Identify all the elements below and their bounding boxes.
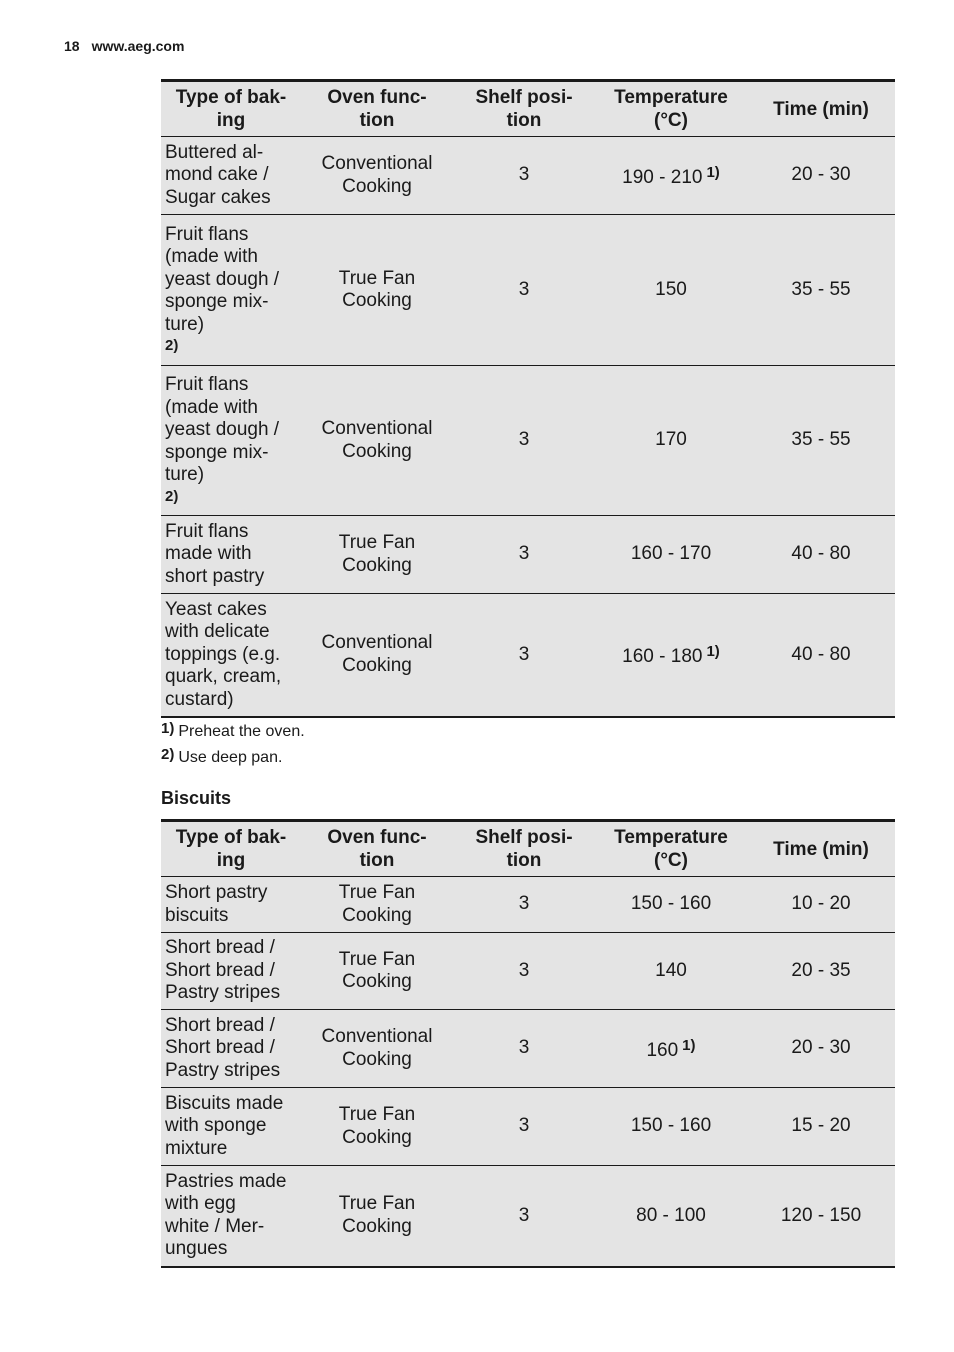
cell-type-of-baking	[161, 877, 301, 933]
biscuits-table	[161, 819, 895, 1268]
header-type: Type of bak- ing	[161, 821, 301, 877]
cell-time: 35 - 55	[747, 366, 895, 516]
header-oven-function: Oven func- tion	[301, 821, 453, 877]
footnote	[161, 742, 305, 768]
temperature-value: 150 - 160	[630, 893, 712, 915]
type-text: Biscuits made with sponge mixture	[165, 1092, 284, 1159]
page-number: 18	[64, 38, 80, 54]
type-text: Pastries made with egg white / Mer- ungues	[165, 1170, 287, 1260]
table-row	[161, 1166, 895, 1267]
type-text: Short pastry biscuits	[165, 882, 268, 926]
temperature-value: 150 - 160	[630, 1115, 712, 1137]
temperature-value: 170	[655, 429, 687, 451]
type-text: Buttered al- mond cake / Sugar cakes	[165, 141, 271, 208]
cell-shelf-position: 3	[453, 516, 595, 594]
cell-oven-function: True Fan Cooking	[301, 877, 453, 933]
cell-shelf-position: 3	[453, 594, 595, 717]
cell-oven-function: True Fan Cooking	[301, 215, 453, 366]
section-title-biscuits: Biscuits	[161, 788, 232, 808]
cell-time: 15 - 20	[747, 1088, 895, 1166]
cell-oven-function: True Fan Cooking	[301, 933, 453, 1010]
header-temperature: Temperature (°C)	[595, 81, 747, 137]
table-row	[161, 366, 895, 516]
footnote-mark: 1)	[161, 720, 175, 737]
cell-temperature	[595, 1010, 747, 1088]
cell-shelf-position: 3	[453, 366, 595, 516]
temperature-value: 190 - 210	[622, 166, 703, 188]
table-row	[161, 933, 895, 1010]
cell-shelf-position: 3	[453, 877, 595, 933]
cell-oven-function: True Fan Cooking	[301, 516, 453, 594]
type-text: Short bread / Short bread / Pastry stripes	[165, 1014, 281, 1081]
cell-type-of-baking	[161, 1088, 301, 1166]
temperature-value: 150	[655, 278, 687, 300]
cell-shelf-position: 3	[453, 215, 595, 366]
header-temperature: Temperature (°C)	[595, 821, 747, 877]
cell-temperature	[595, 366, 747, 516]
header-time: Time (min)	[747, 81, 895, 137]
temperature-value: 80 - 100	[636, 1204, 706, 1226]
cell-type-of-baking	[161, 137, 301, 215]
footnote-ref: 2)	[165, 337, 179, 355]
temperature-value: 160 - 180	[622, 646, 703, 667]
cell-time: 10 - 20	[747, 877, 895, 933]
cell-temperature	[595, 137, 747, 215]
table-row	[161, 137, 895, 215]
cell-temperature	[595, 877, 747, 933]
cell-shelf-position: 3	[453, 1088, 595, 1166]
type-text: Yeast cakes with delicate toppings (e.g. quark, cream, custard)	[165, 598, 282, 710]
cell-time: 35 - 55	[747, 215, 895, 366]
site-url: www.aeg.com	[91, 38, 185, 54]
header-time: Time (min)	[747, 821, 895, 877]
cell-type-of-baking	[161, 933, 301, 1010]
header-shelf-position: Shelf posi- tion	[453, 821, 595, 877]
cell-oven-function: Conventional Cooking	[301, 137, 453, 215]
table-row	[161, 1088, 895, 1166]
cell-shelf-position: 3	[453, 1166, 595, 1267]
table-row	[161, 594, 895, 717]
type-text: Fruit flans (made with yeast dough / sponge mix- ture)	[165, 374, 280, 486]
cell-shelf-position: 3	[453, 933, 595, 1010]
table-row	[161, 877, 895, 933]
footnote-ref: 2)	[165, 487, 179, 505]
type-text: Fruit flans made with short pastry	[165, 520, 265, 587]
cell-time: 40 - 80	[747, 594, 895, 717]
cell-oven-function: True Fan Cooking	[301, 1088, 453, 1166]
cell-type-of-baking	[161, 215, 301, 366]
table-header-row	[161, 81, 895, 137]
cell-temperature	[595, 1088, 747, 1166]
footnote-ref: 1)	[706, 163, 720, 181]
footnote-mark: 2)	[161, 746, 175, 763]
footnotes	[161, 716, 305, 768]
cell-temperature	[595, 1166, 747, 1267]
page-header	[64, 38, 184, 54]
footnote-text: Preheat the oven.	[178, 723, 305, 740]
cell-temperature	[595, 933, 747, 1010]
cell-temperature	[595, 215, 747, 366]
cell-type-of-baking	[161, 366, 301, 516]
cell-type-of-baking	[161, 516, 301, 594]
cell-type-of-baking	[161, 594, 301, 717]
cell-type-of-baking	[161, 1166, 301, 1267]
header-oven-function: Oven func- tion	[301, 81, 453, 137]
cell-time: 120 - 150	[747, 1166, 895, 1267]
footnote-text: Use deep pan.	[178, 749, 283, 766]
cell-oven-function: True Fan Cooking	[301, 1166, 453, 1267]
temperature-value: 160	[646, 1039, 679, 1061]
footnote-ref: 1)	[682, 1036, 696, 1054]
cell-time: 20 - 35	[747, 933, 895, 1010]
footnote-ref: 1)	[706, 643, 720, 660]
cell-temperature	[595, 594, 747, 717]
type-text: Fruit flans (made with yeast dough / sponge mix- ture)	[165, 223, 280, 335]
temperature-value: 140	[655, 959, 687, 981]
header-type: Type of bak- ing	[161, 81, 301, 137]
cell-shelf-position: 3	[453, 1010, 595, 1088]
temperature-value: 160 - 170	[630, 543, 712, 565]
cell-shelf-position: 3	[453, 137, 595, 215]
table-row	[161, 516, 895, 594]
cell-oven-function: Conventional Cooking	[301, 1010, 453, 1088]
cell-temperature	[595, 516, 747, 594]
table-row	[161, 1010, 895, 1088]
cell-time: 20 - 30	[747, 1010, 895, 1088]
table-header-row	[161, 821, 895, 877]
footnote	[161, 716, 305, 742]
header-shelf-position: Shelf posi- tion	[453, 81, 595, 137]
cell-oven-function: Conventional Cooking	[301, 594, 453, 717]
type-text: Short bread / Short bread / Pastry stripes	[165, 937, 281, 1004]
cell-oven-function: Conventional Cooking	[301, 366, 453, 516]
cell-time: 40 - 80	[747, 516, 895, 594]
cakes-table	[161, 79, 895, 718]
cell-type-of-baking	[161, 1010, 301, 1088]
cell-time: 20 - 30	[747, 137, 895, 215]
table-row	[161, 215, 895, 366]
